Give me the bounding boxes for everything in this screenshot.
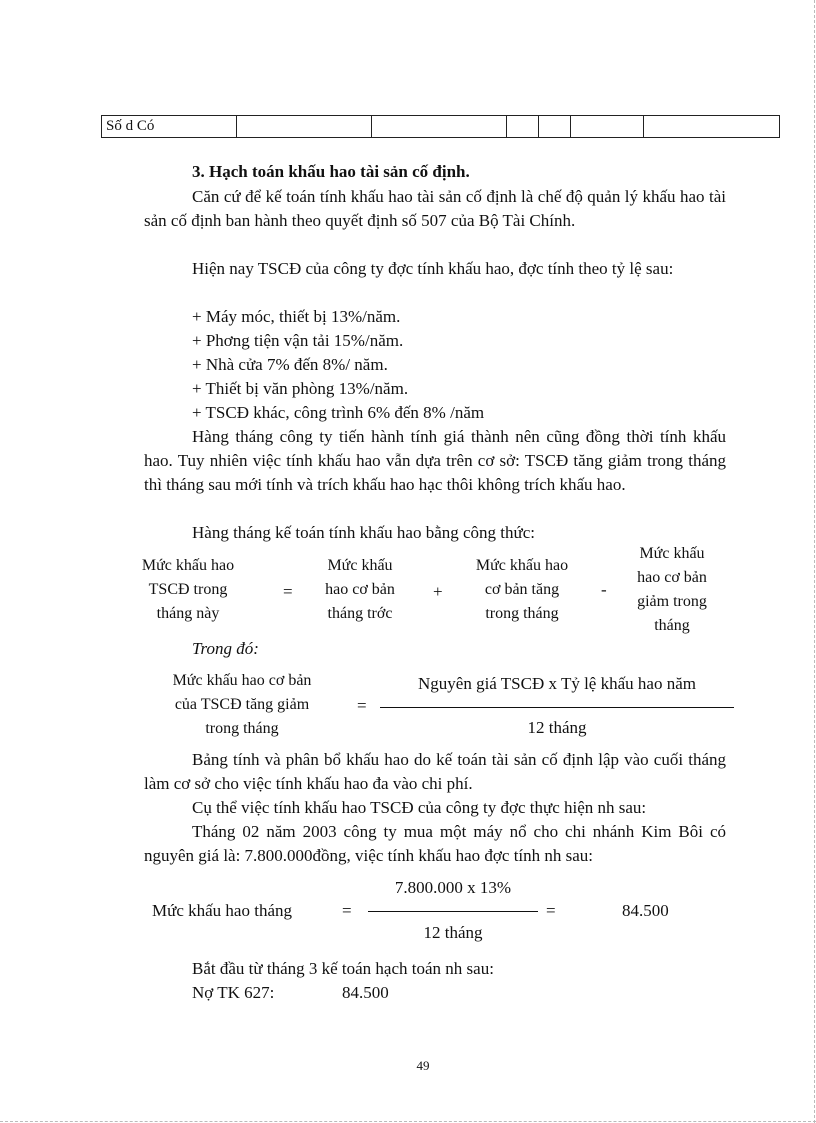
- entry-account: Nợ TK 627:: [192, 983, 275, 1002]
- formula3-numerator: 7.800.000 x 13%: [394, 878, 512, 897]
- section-heading: 3. Hạch toán khấu hao tài sản cố định.: [192, 162, 470, 181]
- table-cell: [237, 116, 372, 138]
- table-cell: [571, 116, 644, 138]
- paragraph: Căn cứ để kế toán tính khấu hao tài sản cố định là chế độ quản lý khấu hao tài sản cố định ban hành theo quyết định số 507 của Bộ Tài Chính.: [144, 187, 726, 230]
- entry-amount: 84.500: [342, 983, 389, 1002]
- formula3-result: 84.500: [622, 901, 669, 920]
- formula3-denominator: 12 tháng: [423, 923, 483, 942]
- page-number: 49: [416, 1058, 430, 1073]
- paragraph: Hàng tháng kế toán tính khấu hao bằng công thức:: [192, 523, 535, 542]
- paragraph: Hiện nay TSCĐ của công ty đợc tính khấu hao, đợc tính theo tỷ lệ sau:: [192, 259, 674, 278]
- table-cell: [644, 116, 780, 138]
- table-row: [102, 116, 780, 138]
- balance-table: [101, 115, 780, 138]
- equals-sign: =: [357, 696, 367, 715]
- equals-sign: =: [283, 582, 293, 601]
- formula-term-increase: Mức khấu hao cơ bản tăng trong tháng: [475, 557, 569, 622]
- table-cell: [372, 116, 507, 138]
- paragraph: Bắt đầu từ tháng 3 kế toán hạch toán nh sau:: [192, 959, 494, 978]
- table-cell-label: Số d Có: [102, 116, 237, 138]
- fraction-bar: [368, 911, 538, 912]
- page-edge-bottom: [0, 1121, 816, 1122]
- rate-item: + Máy móc, thiết bị 13%/năm.: [192, 307, 401, 326]
- table-cell: [539, 116, 571, 138]
- equals-sign: =: [546, 901, 556, 920]
- plus-sign: +: [433, 582, 443, 601]
- paragraph: Cụ thể việc tính khấu hao TSCĐ của công ty đợc thực hiện nh sau:: [192, 798, 647, 817]
- formula2-denominator: 12 tháng: [527, 718, 587, 737]
- formula-term-previous: Mức khấu hao cơ bản tháng trớc: [325, 557, 395, 622]
- equals-sign: =: [342, 901, 352, 920]
- formula-term-current: Mức khấu hao TSCĐ trong tháng này: [141, 557, 235, 622]
- formula2-lhs: Mức khấu hao cơ bản của TSCĐ tăng giảm trong tháng: [172, 672, 312, 737]
- fraction-bar: [380, 707, 734, 708]
- paragraph: Bảng tính và phân bổ khấu hao do kế toán tài sản cố định lập vào cuối tháng làm cơ sở cho việc tính khấu hao đa vào chi phí.: [144, 750, 726, 793]
- paragraph: Tháng 02 năm 2003 công ty mua một máy nổ cho chi nhánh Kim Bôi có nguyên giá là: 7.800.000đồng, việc tính khấu hao đợc tính nh sau:: [144, 822, 726, 865]
- page-edge-right: [814, 0, 815, 1123]
- paragraph: Hàng tháng công ty tiến hành tính giá thành nên cũng đồng thời tính khấu hao. Tuy nhiên việc tính khấu hao vẫn dựa trên cơ sở: TSCĐ tăng giảm trong tháng thì tháng sau mới tính và trích khấu hao hạc thôi không trích khấu hao.: [144, 427, 726, 494]
- rate-item: + Thiết bị văn phòng 13%/năm.: [192, 379, 409, 398]
- rate-item: + Nhà cửa 7% đến 8%/ năm.: [192, 355, 388, 374]
- formula-term-decrease: Mức khấu hao cơ bản giảm trong tháng: [637, 545, 707, 634]
- formula2-numerator: Nguyên giá TSCĐ x Tỷ lệ khấu hao năm: [418, 674, 696, 693]
- rate-item: + TSCĐ khác, công trình 6% đến 8% /năm: [192, 403, 485, 422]
- rate-item: + Phơng tiện vận tải 15%/năm.: [192, 331, 404, 350]
- formula3-lhs: Mức khấu hao tháng: [152, 901, 292, 920]
- minus-sign: -: [601, 580, 607, 599]
- table-cell: [507, 116, 539, 138]
- where-label: Trong đó:: [192, 639, 259, 658]
